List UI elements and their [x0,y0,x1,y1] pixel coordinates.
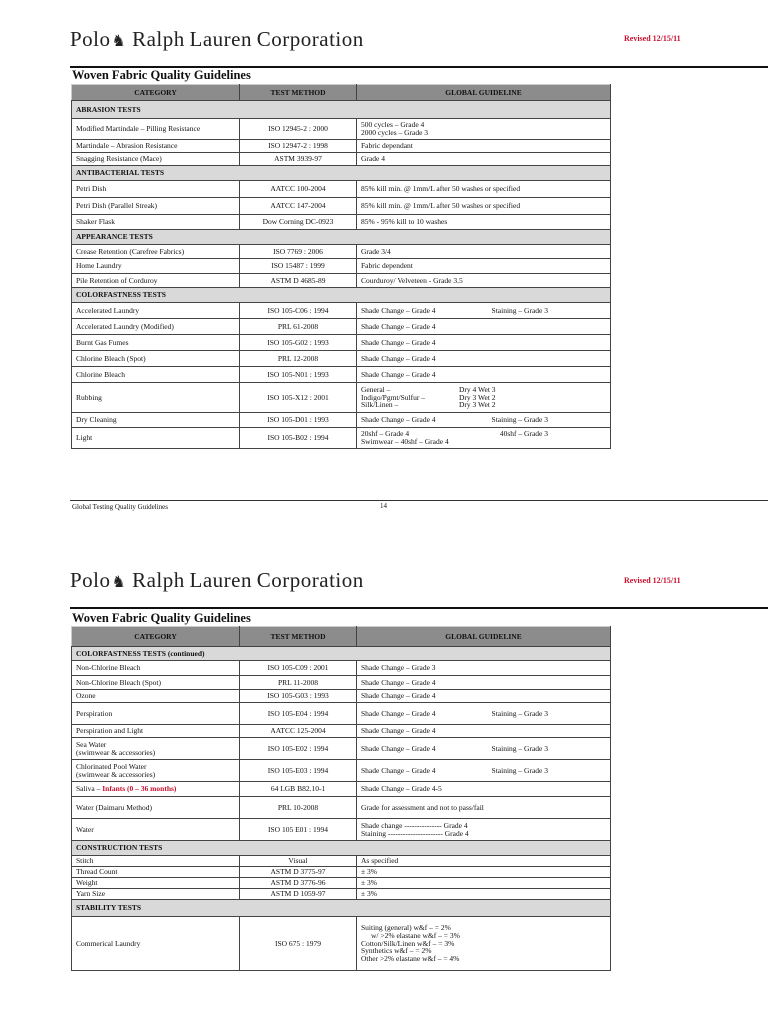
table-row: Ozone ISO 105-G03 : 1993 Shade Change – Grade 4 [72,690,611,703]
section-appearance: APPEARANCE TESTS [72,230,611,245]
col-category: CATEGORY [72,85,240,101]
table-header [72,85,611,101]
table-row: Water (Daimaru Method) PRL 10-2008 Grade for assessment and not to pass/fail [72,797,611,819]
table-row: Chlorine Bleach ISO 105-N01 : 1993 Shade Change – Grade 4 [72,367,611,383]
table-row: Chlorinated Pool Water (swimwear & accessories) ISO 105-E03 : 1994 Shade Change – Grade 4 Staining – Grade 3 [72,760,611,782]
table-row: Weight ASTM D 3776-96 ± 3% [72,878,611,889]
section-construction: CONSTRUCTION TESTS [72,841,611,856]
revised-date: Revised 12/15/11 [624,576,681,585]
table-row: Thread Count ASTM D 3775-97 ± 3% [72,867,611,878]
brand-logo: Polo♞ Ralph Lauren Corporation [70,27,364,51]
table-row: Pile Retention of Corduroy ASTM D 4685-89 Courduroy/ Velveteen - Grade 3.5 [72,274,611,288]
table-row: Non-Chlorine Bleach ISO 105-C09 : 2001 Shade Change – Grade 3 [72,661,611,676]
table-row: Commerical Laundry ISO 675 : 1979 Suiting (general) w&f – = 2% w/ >2% elastane w&f – = 3% Cotton/Silk/Linen w&f – = 3% Synthetics w&f – = 2% Other >2% elastane w&f – = 4% [72,917,611,971]
guidelines-table [71,626,611,971]
table-row: Home Laundry ISO 15487 : 1999 Fabric dependent [72,259,611,274]
table-row: Accelerated Laundry (Modified) PRL 61-2008 Shade Change – Grade 4 [72,319,611,335]
table-row: Petri Dish AATCC 100-2004 85% kill min. @ 1mm/L after 50 washes or specified [72,181,611,198]
table-row: Shaker Flask Dow Corning DC-0923 85% - 95% kill to 10 washes [72,215,611,230]
header-rule [70,607,768,609]
guidelines-table [71,84,611,449]
table-row: Yarn Size ASTM D 1059-97 ± 3% [72,889,611,900]
section-stability: STABILITY TESTS [72,900,611,917]
col-category: CATEGORY [72,627,240,647]
table-row: Perspiration ISO 105-E04 : 1994 Shade Change – Grade 4 Staining – Grade 3 [72,703,611,725]
table-row: Accelerated Laundry ISO 105-C06 : 1994 Shade Change – Grade 4 Staining – Grade 3 [72,303,611,319]
section-abrasion: ABRASION TESTS [72,101,611,119]
footer-rule [70,500,768,501]
table-row: Water ISO 105 E01 : 1994 Shade change --------------- Grade 4 Staining ---------------------- Grade 4 [72,819,611,841]
table-row: Burnt Gas Fumes ISO 105-G02 : 1993 Shade Change – Grade 4 [72,335,611,351]
table-row: Crease Retention (Carefree Fabrics) ISO 7769 : 2006 Grade 3/4 [72,245,611,259]
col-method: TEST METHOD [240,85,357,101]
table-row: Non-Chlorine Bleach (Spot) PRL 11-2008 Shade Change – Grade 4 [72,676,611,690]
table-row: Perspiration and Light AATCC 125-2004 Shade Change – Grade 4 [72,725,611,738]
footer-label: Global Testing Quality Guidelines [72,503,169,511]
table-row: Sea Water (swimwear & accessories) ISO 105-E02 : 1994 Shade Change – Grade 4 Staining – Grade 3 [72,738,611,760]
section-colorfastness-continued: COLORFASTNESS TESTS (continued) [72,647,611,661]
col-guideline: GLOBAL GUIDELINE [357,85,611,101]
table-row: Rubbing ISO 105-X12 : 2001 General – Indigo/Pgmt/Sulfur – Silk/Linen – Dry 4 Wet 3 Dry 3 Wet 2 Dry 3 Wet 2 [72,383,611,413]
table-row: Modified Martindale – Pilling Resistance ISO 12945-2 : 2000 500 cycles – Grade 4 2000 cycles – Grade 3 [72,119,611,140]
table-row: Saliva – Infants (0 – 36 months) 64 LGB B82.10-1 Shade Change – Grade 4-5 [72,782,611,797]
col-method: TEST METHOD [240,627,357,647]
table-row: Light ISO 105-B02 : 1994 20shf – Grade 4 40shf – Grade 3 Swimwear – 40shf – Grade 4 [72,428,611,449]
brand-logo: Polo♞ Ralph Lauren Corporation [70,568,364,592]
page-number: 14 [380,502,387,510]
table-row: Stitch Visual As specified [72,856,611,867]
col-guideline: GLOBAL GUIDELINE [357,627,611,647]
table-header [72,627,611,647]
polo-horse-icon: ♞ [111,574,127,591]
doc-title: Woven Fabric Quality Guidelines [72,68,251,82]
section-colorfastness: COLORFASTNESS TESTS [72,288,611,303]
table-row: Chlorine Bleach (Spot) PRL 12-2008 Shade Change – Grade 4 [72,351,611,367]
table-row: Snagging Resistance (Mace) ASTM 3939-97 Grade 4 [72,153,611,166]
section-antibacterial: ANTIBACTERIAL TESTS [72,166,611,181]
revised-date: Revised 12/15/11 [624,34,681,43]
table-row: Dry Cleaning ISO 105-D01 : 1993 Shade Change – Grade 4 Staining – Grade 3 [72,413,611,428]
table-row: Martindale – Abrasion Resistance ISO 12947-2 : 1998 Fabric dependant [72,140,611,153]
doc-title: Woven Fabric Quality Guidelines [72,611,251,625]
table-row: Petri Dish (Parallel Streak) AATCC 147-2004 85% kill min. @ 1mm/L after 50 washes or specified [72,198,611,215]
polo-horse-icon: ♞ [111,33,127,50]
